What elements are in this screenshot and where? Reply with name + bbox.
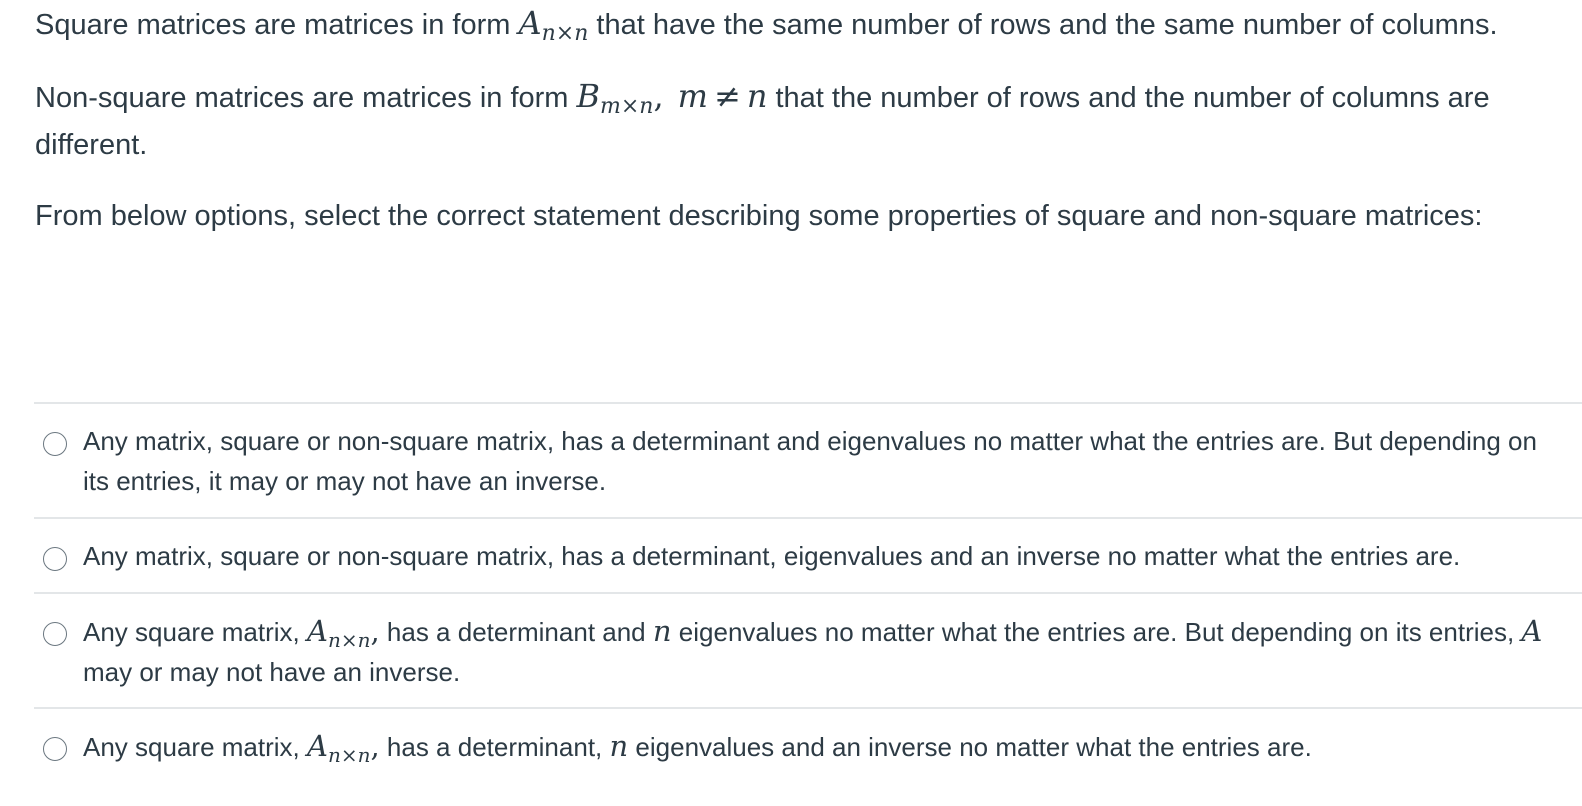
answer3-text-after: may or may not have an inverse. bbox=[83, 657, 461, 687]
para2-text-before: Non-square matrices are matrices in form bbox=[35, 82, 577, 114]
math-comma: , bbox=[370, 614, 380, 648]
radio-button-option-4[interactable] bbox=[43, 737, 67, 761]
question-paragraph-square bbox=[35, 0, 1515, 49]
math-subscript: n×n bbox=[541, 21, 589, 46]
para2-text-after: that the number of rows and the number of columns are different. bbox=[35, 82, 1490, 161]
math-subscript: m×n bbox=[600, 94, 654, 119]
answer-option-3[interactable] bbox=[34, 592, 1582, 707]
answer-option-2[interactable] bbox=[34, 517, 1582, 592]
math-m: m bbox=[677, 77, 708, 115]
question-text bbox=[35, 0, 1515, 240]
radio-button-option-2[interactable] bbox=[43, 547, 67, 571]
answer4-text-before: Any square matrix, bbox=[83, 732, 307, 762]
math-letter: A bbox=[306, 614, 328, 648]
matrix-a-nxn bbox=[306, 729, 380, 767]
matrix-b-mxn bbox=[576, 77, 768, 119]
answer-option-4[interactable] bbox=[34, 707, 1582, 797]
math-a: A bbox=[1521, 614, 1543, 648]
math-letter: B bbox=[576, 77, 601, 115]
answer3-text-before: Any square matrix, bbox=[83, 617, 307, 647]
math-letter: A bbox=[306, 729, 328, 763]
math-comma: , bbox=[653, 77, 664, 115]
question-paragraph-nonsquare bbox=[35, 73, 1515, 169]
answer-label-2[interactable]: Any matrix, square or non-square matrix, has a determinant, eigenvalues and an inverse no matter what the entries are. bbox=[83, 541, 1461, 571]
question-paragraph-instruction: From below options, select the correct statement describing some properties of square and non-square matrices: bbox=[35, 200, 1483, 232]
answer-label-3[interactable] bbox=[83, 611, 1562, 692]
para1-text-before: Square matrices are matrices in form bbox=[35, 9, 519, 41]
math-letter: A bbox=[518, 4, 542, 42]
answer-list bbox=[34, 402, 1582, 797]
math-n: n bbox=[652, 614, 672, 648]
answer-option-1[interactable] bbox=[34, 402, 1582, 517]
matrix-a-nxn bbox=[518, 4, 589, 46]
radio-button-option-3[interactable] bbox=[43, 622, 67, 646]
answer-label-1[interactable]: Any matrix, square or non-square matrix, has a determinant and eigenvalues no matter what the entries are. But depending on its entries, it may or may not have an inverse. bbox=[83, 426, 1537, 496]
para1-text-after: that have the same number of rows and the same number of columns. bbox=[588, 9, 1498, 41]
answer3-text-mid1: has a determinant and bbox=[379, 617, 653, 647]
math-n: n bbox=[609, 729, 629, 763]
answer-label-4[interactable] bbox=[83, 726, 1562, 767]
answer4-text-mid1: has a determinant, bbox=[379, 732, 610, 762]
answer3-text-mid2: eigenvalues no matter what the entries are. But depending on its entries, bbox=[671, 617, 1522, 647]
math-subscript: n×n bbox=[327, 628, 371, 652]
radio-button-option-1[interactable] bbox=[43, 432, 67, 456]
answer4-text-after: eigenvalues and an inverse no matter what the entries are. bbox=[628, 732, 1312, 762]
math-comma: , bbox=[370, 729, 380, 763]
matrix-a-nxn bbox=[306, 614, 380, 652]
math-subscript: n×n bbox=[327, 743, 371, 767]
math-n: n bbox=[746, 77, 768, 115]
not-equal-symbol: ≠ bbox=[714, 77, 741, 115]
